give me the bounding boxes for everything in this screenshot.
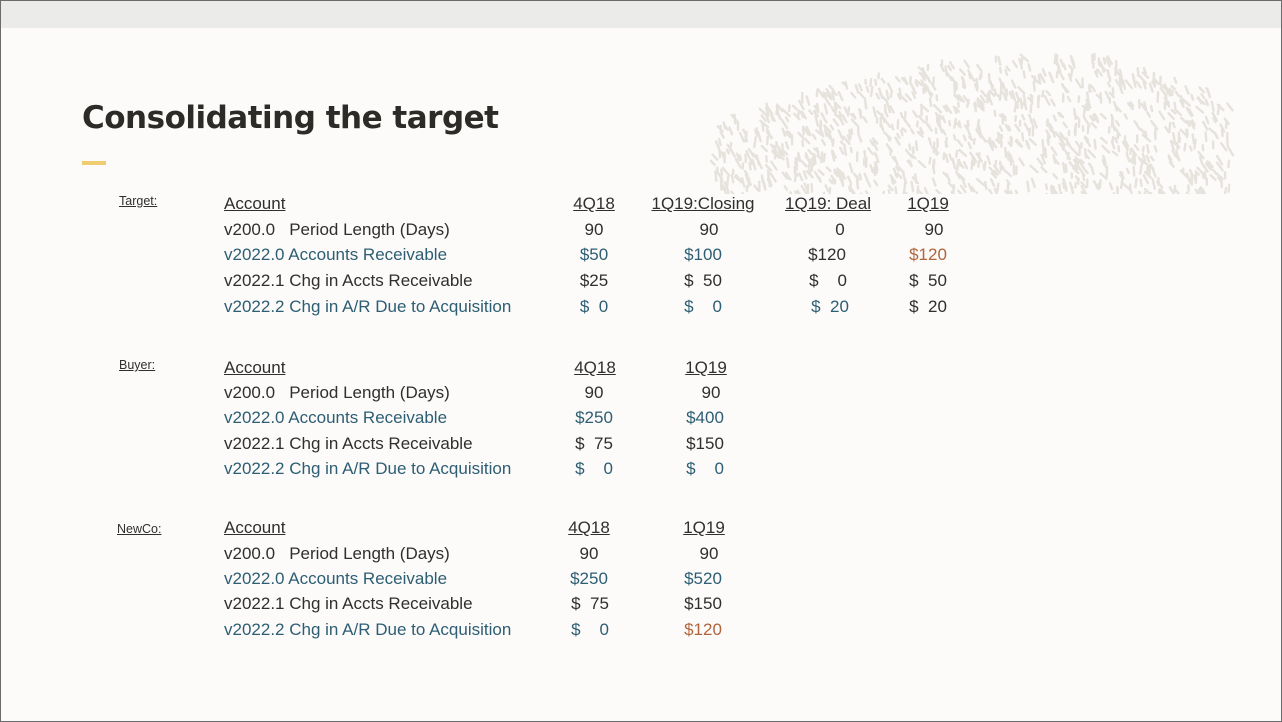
section-label-buyer: Buyer: bbox=[119, 358, 156, 372]
row-value: $120 bbox=[808, 245, 846, 264]
header-4q18: 4Q18 bbox=[574, 358, 616, 377]
row-account-label: v2022.2 Chg in A/R Due to Acquisition bbox=[224, 297, 512, 316]
row-value: $ 0 bbox=[809, 271, 847, 290]
row-value: $ 75 bbox=[571, 594, 609, 613]
row-value: $ 0 bbox=[684, 297, 722, 316]
row-value-highlight: $120 bbox=[684, 620, 722, 639]
row-value: 90 bbox=[699, 544, 719, 563]
row-value: $150 bbox=[684, 594, 722, 613]
row-value: $150 bbox=[686, 434, 724, 453]
row-account-label: v200.0 Period Length (Days) bbox=[224, 220, 450, 239]
decorative-texture bbox=[705, 38, 1235, 194]
header-1q19-closing: 1Q19:Closing bbox=[651, 194, 755, 213]
header-1q19: 1Q19 bbox=[685, 358, 727, 377]
row-account-label: v2022.1 Chg in Accts Receivable bbox=[224, 594, 473, 613]
row-value: $250 bbox=[575, 408, 613, 427]
row-value: $ 75 bbox=[575, 434, 613, 453]
title-accent-bar bbox=[82, 161, 106, 165]
header-1q19: 1Q19 bbox=[907, 194, 949, 213]
row-value: $ 0 bbox=[571, 620, 609, 639]
header-1q19-deal: 1Q19: Deal bbox=[785, 194, 871, 213]
header-account: Account bbox=[224, 358, 286, 377]
row-value: 90 bbox=[584, 383, 604, 402]
row-value: $25 bbox=[579, 271, 609, 290]
row-value: 90 bbox=[924, 220, 944, 239]
row-value: 90 bbox=[701, 383, 721, 402]
row-value: $ 20 bbox=[909, 297, 947, 316]
row-value: 90 bbox=[579, 544, 599, 563]
section-label-newco: NewCo: bbox=[117, 522, 162, 536]
row-value: 90 bbox=[699, 220, 719, 239]
row-value: $ 0 bbox=[575, 459, 613, 478]
row-account-label: v2022.1 Chg in Accts Receivable bbox=[224, 271, 473, 290]
row-account-label: v2022.0 Accounts Receivable bbox=[224, 408, 448, 427]
header-account: Account bbox=[224, 518, 286, 537]
row-account-label: v200.0 Period Length (Days) bbox=[224, 544, 450, 563]
row-value: $ 0 bbox=[579, 297, 609, 316]
row-value: $250 bbox=[570, 569, 608, 588]
header-1q19: 1Q19 bbox=[683, 518, 725, 537]
header-4q18: 4Q18 bbox=[568, 518, 610, 537]
row-value: $520 bbox=[684, 569, 722, 588]
page-title: Consolidating the target bbox=[82, 100, 499, 136]
row-account-label: v2022.2 Chg in A/R Due to Acquisition bbox=[224, 459, 512, 478]
row-value: $ 50 bbox=[909, 271, 947, 290]
row-value: $ 50 bbox=[684, 271, 722, 290]
row-account-label: v2022.0 Accounts Receivable bbox=[224, 245, 448, 264]
section-label-target: Target: bbox=[119, 194, 158, 208]
row-value: $50 bbox=[579, 245, 609, 264]
header-account: Account bbox=[224, 194, 286, 213]
row-account-label: v200.0 Period Length (Days) bbox=[224, 383, 450, 402]
row-value: $400 bbox=[686, 408, 724, 427]
row-account-label: v2022.1 Chg in Accts Receivable bbox=[224, 434, 473, 453]
header-4q18: 4Q18 bbox=[573, 194, 615, 213]
row-account-label: v2022.2 Chg in A/R Due to Acquisition bbox=[224, 620, 512, 639]
row-value: $ 20 bbox=[811, 297, 849, 316]
row-account-label: v2022.0 Accounts Receivable bbox=[224, 569, 448, 588]
row-value: 90 bbox=[584, 220, 604, 239]
row-value: 0 bbox=[835, 220, 845, 239]
row-value: $100 bbox=[684, 245, 722, 264]
row-value-highlight: $120 bbox=[909, 245, 947, 264]
row-value: $ 0 bbox=[686, 459, 724, 478]
